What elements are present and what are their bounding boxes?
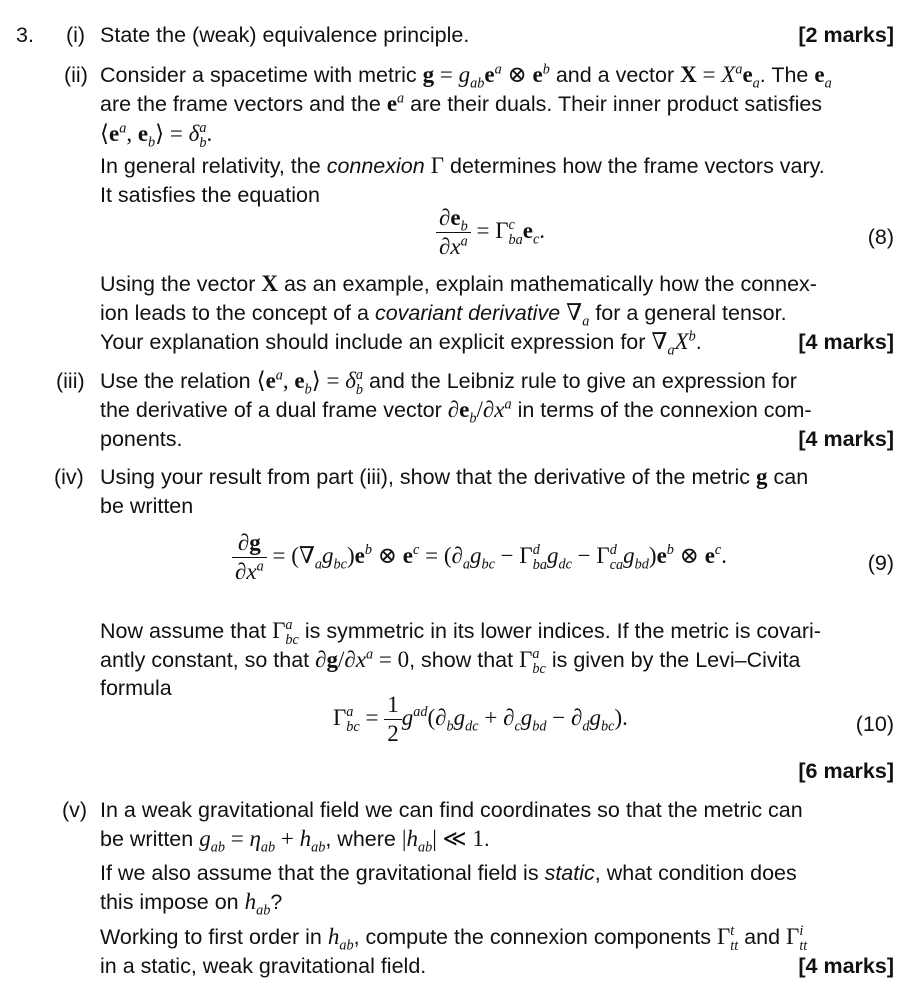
part-v-line-5: Working to first order in $h_{ab}$, compute the connexion components Γ t tt and Γ i tt: [100, 923, 808, 954]
equation-10: Γ a bc = $\frac{1}{2}$ $g^{ad}(\partial_bg_{dc} + \partial_cg_{bd} - \partial_dg_{bc})$.: [333, 692, 628, 746]
part-iv-line-1: Using your result from part (iii), show that the derivative of the metric g can: [100, 464, 809, 489]
part-iii-marks: [4 marks]: [798, 427, 894, 451]
part-iv-line-4: antly constant, so that $\partial g/\partial x^a = 0$, show that Γ a bc is given by the Levi–Civita: [100, 646, 801, 677]
static-term: static: [544, 861, 595, 885]
question-number: 3.: [16, 23, 34, 47]
part-i-label: (i): [66, 23, 86, 47]
part-ii-line-7: ion leads to the concept of a covariant derivative $\nabla_a$ for a general tensor.: [100, 300, 787, 330]
part-v-line-6: in a static, weak gravitational field.: [100, 954, 427, 978]
equation-9: $\frac{\partial g}{\partial x^a}$ = $(\nabla_ag_{bc})e^b$ ⊗ $e^c = (\partial_ag_{bc} - \Gamma$ d ba $g_{dc} - \Gamma$ d ca $g_{bd})e^b$ ⊗ $e^c$.: [232, 530, 727, 585]
part-ii-line-2: are the frame vectors and the $e^a$ are their duals. Their inner product satisfies: [100, 90, 823, 116]
part-i-text: State the (weak) equivalence principle.: [100, 23, 470, 47]
part-iv-line-5: formula: [100, 676, 172, 700]
part-ii-marks: [4 marks]: [798, 330, 894, 354]
part-iv-label: (iv): [54, 465, 84, 489]
connexion-term: connexion: [326, 154, 425, 178]
part-ii-label: (ii): [64, 63, 88, 87]
part-iii-line-2: the derivative of a dual frame vector $\partial e_b/\partial x^a$ in terms of the connexion com-: [100, 396, 812, 427]
equation-9-number: (9): [867, 551, 894, 575]
part-iv-line-3: Now assume that Γ a bc is symmetric in its lower indices. If the metric is covari-: [100, 617, 821, 648]
part-iv-line-2: be written: [100, 494, 194, 518]
equation-8-number: (8): [867, 225, 894, 249]
part-ii-line-4: In general relativity, the connexion Γ determines how the frame vectors vary.: [100, 153, 825, 178]
part-v-line-1: In a weak gravitational field we can find coordinates so that the metric can: [100, 798, 803, 822]
part-v-line-4: this impose on $h_{ab}$?: [100, 889, 283, 919]
part-ii-line-6: Using the vector X as an example, explain mathematically how the connex-: [100, 271, 817, 296]
part-iii-line-3: ponents.: [100, 427, 183, 451]
part-v-label: (v): [62, 798, 88, 822]
part-ii-line-8: Your explanation should include an explicit expression for $\nabla_aX^b$.: [100, 328, 702, 359]
part-v-line-3: If we also assume that the gravitational field is static, what condition does: [100, 861, 797, 885]
part-iv-marks: [6 marks]: [798, 759, 894, 783]
part-ii-line-1: Consider a spacetime with metric $g = g_{ab}e^a$ ⊗ $e^b$ and a vector $X = X^ae_a$. The $e_a$: [100, 61, 832, 92]
part-i-marks: [2 marks]: [798, 23, 894, 47]
part-ii-line-5: It satisfies the equation: [100, 183, 320, 207]
part-v-marks: [4 marks]: [798, 954, 894, 978]
part-v-line-2: be written $g_{ab} = \eta_{ab} + h_{ab}$, where $|h_{ab}|$ ≪ 1.: [100, 826, 490, 856]
equation-8: $\frac{\partial e_b}{\partial x^a}$ = Γ c ba $e_c$.: [436, 205, 545, 260]
equation-10-number: (10): [855, 712, 894, 736]
part-ii-line-3: $⟨e^a$, $e_b⟩ = \delta$ a b .: [100, 120, 213, 151]
part-iii-line-1: Use the relation $⟨e^a$, $e_b⟩ = \delta$ a b and the Leibniz rule to give an expression for: [100, 367, 797, 398]
part-iii-label: (iii): [56, 369, 85, 393]
covariant-derivative-term: covariant derivative: [374, 301, 561, 325]
